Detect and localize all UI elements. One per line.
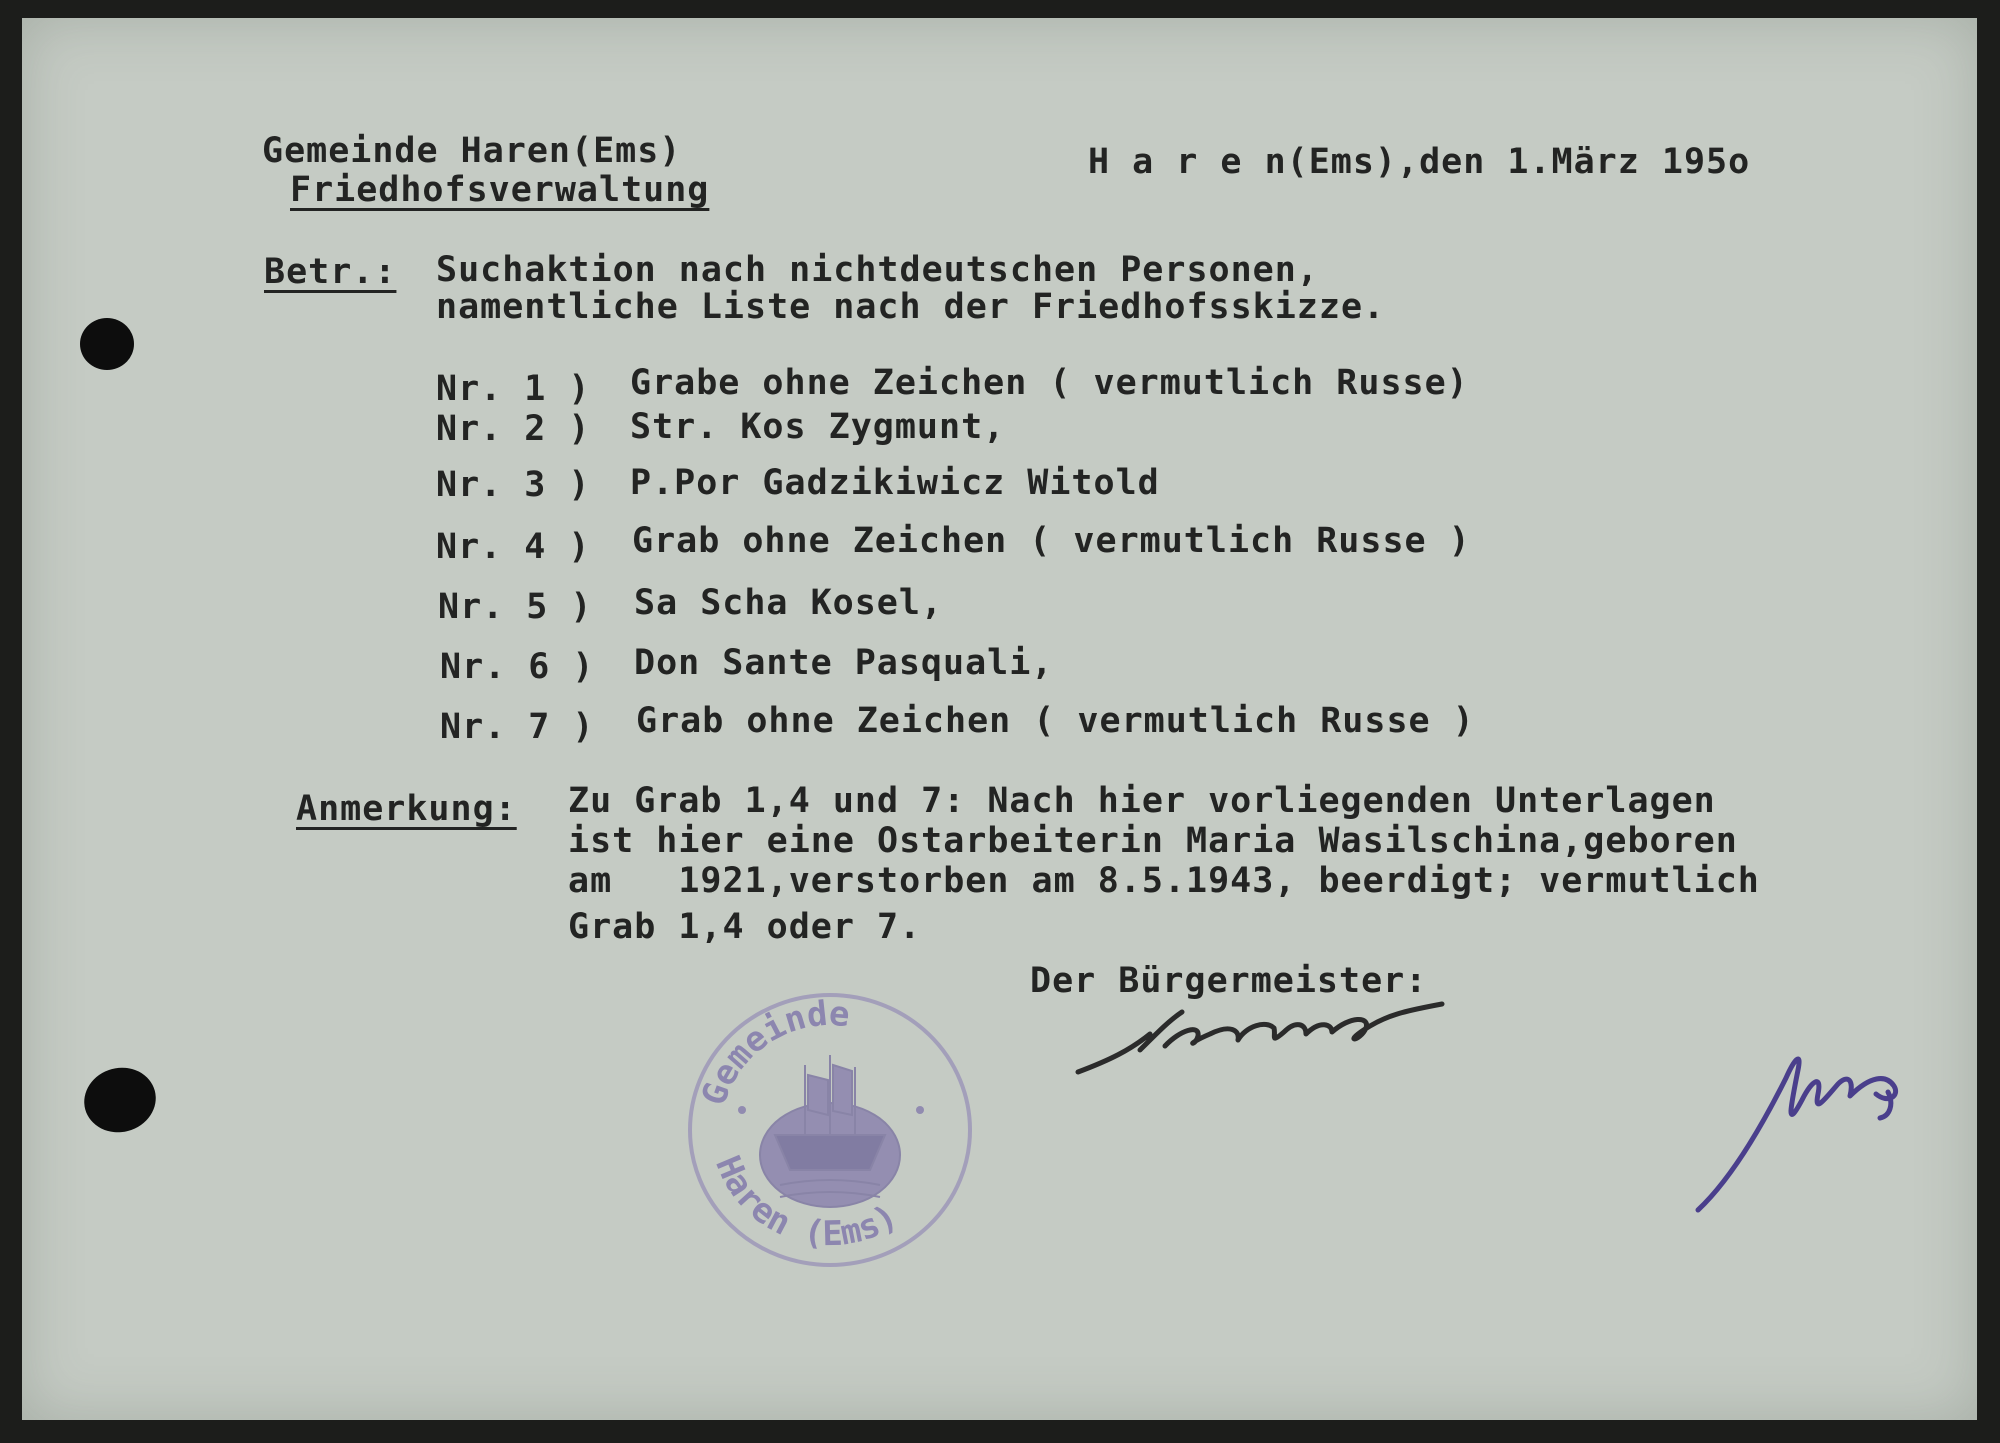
note-line-1: Zu Grab 1,4 und 7: Nach hier vorliegenden Unterlagen [568,781,1716,821]
grave-entry: Str. Kos Zygmunt, [630,407,1006,447]
note-line-4: Grab 1,4 oder 7. [568,907,922,947]
note-line-3: am 1921,verstorben am 8.5.1943, beerdigt; vermutlich [568,861,1760,901]
place-date: H a r e n(Ems),den 1.März 195o [1088,142,1751,182]
grave-number: Nr. 7 ) [440,707,595,747]
subject-label: Betr.: [264,252,397,292]
grave-entry: Grab ohne Zeichen ( vermutlich Russe ) [632,521,1471,561]
grave-number: Nr. 6 ) [440,647,595,687]
grave-entry: Don Sante Pasquali, [634,643,1054,683]
office-name: Gemeinde Haren(Ems) [262,131,682,171]
grave-number: Nr. 2 ) [436,409,591,449]
signature-title: Der Bürgermeister: [1030,961,1428,1001]
subject-line-2: namentliche Liste nach der Friedhofsskizze. [436,287,1386,327]
initials-signature [1690,1030,1960,1230]
punch-hole-top [80,318,134,370]
grave-entry: Grabe ohne Zeichen ( vermutlich Russe) [630,363,1469,403]
grave-number: Nr. 4 ) [436,527,591,567]
grave-entry: Grab ohne Zeichen ( vermutlich Russe ) [636,701,1475,741]
office-department: Friedhofsverwaltung [290,170,710,210]
grave-number: Nr. 3 ) [436,465,591,505]
svg-text:Gemeinde: Gemeinde [693,993,852,1111]
grave-entry: P.Por Gadzikiwicz Witold [630,463,1160,503]
mayor-signature [1070,990,1470,1090]
municipal-seal-stamp [680,985,980,1275]
svg-text:Haren (Ems): Haren (Ems) [707,1150,905,1255]
grave-entry: Sa Scha Kosel, [634,583,944,623]
grave-number: Nr. 1 ) [436,369,591,409]
grave-number: Nr. 5 ) [438,587,593,627]
note-line-2: ist hier eine Ostarbeiterin Maria Wasilschina,geboren [568,821,1738,861]
note-label: Anmerkung: [296,789,517,829]
subject-line-1: Suchaktion nach nichtdeutschen Personen, [436,250,1319,290]
